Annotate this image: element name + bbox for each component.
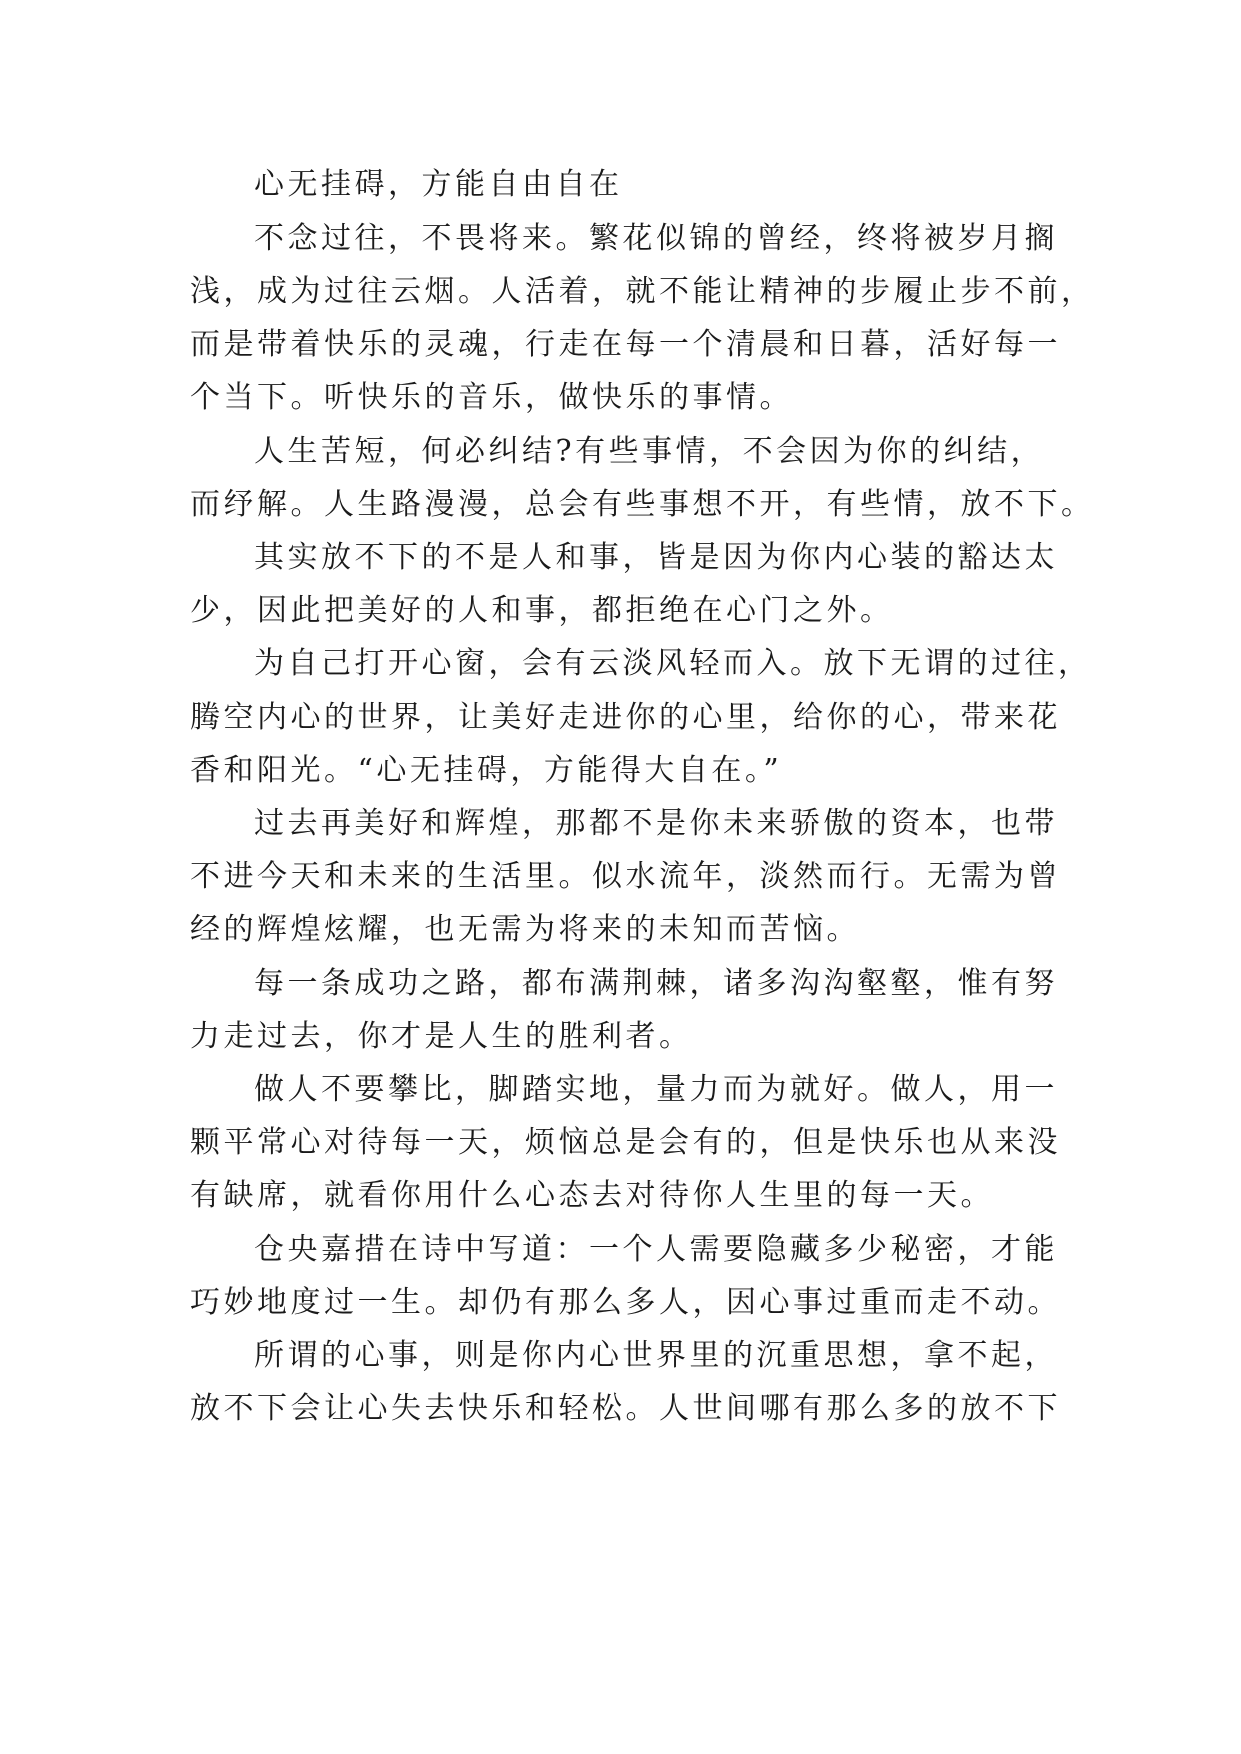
text-line: 做人不要攀比，脚踏实地，量力而为就好。做人，用一 — [254, 1072, 1058, 1107]
text-line: 经的辉煌炫耀，也无需为将来的未知而苦恼。 — [190, 912, 860, 947]
text-line: 过去再美好和辉煌，那都不是你未来骄傲的资本，也带 — [254, 806, 1058, 841]
text-line: 有缺席，就看你用什么心态去对待你人生里的每一天。 — [190, 1178, 994, 1213]
text-line: 其实放不下的不是人和事，皆是因为你内心装的豁达太 — [254, 540, 1058, 575]
text-line: 巧妙地度过一生。却仍有那么多人，因心事过重而走不动。 — [190, 1285, 1061, 1320]
text-line: 为自己打开心窗，会有云淡风轻而入。放下无谓的过往， — [254, 646, 1092, 681]
text-line: 而纾解。人生路漫漫，总会有些事想不开，有些情，放不下。 — [190, 487, 1095, 522]
text-line: 而是带着快乐的灵魂，行走在每一个清晨和日暮，活好每一 — [190, 327, 1061, 362]
text-line: 放不下会让心失去快乐和轻松。人世间哪有那么多的放不下 — [190, 1391, 1061, 1426]
text-line: 香和阳光。“心无挂碍，方能得大自在。” — [190, 753, 783, 788]
text-line: 腾空内心的世界，让美好走进你的心里，给你的心，带来花 — [190, 700, 1061, 735]
text-line: 人生苦短，何必纠结?有些事情，不会因为你的纠结， — [254, 434, 1045, 469]
text-line: 少，因此把美好的人和事，都拒绝在心门之外。 — [190, 593, 894, 628]
document-title: 心无挂碍，方能自由自在 — [254, 167, 623, 202]
text-line: 个当下。听快乐的音乐，做快乐的事情。 — [190, 380, 793, 415]
text-line: 颗平常心对待每一天，烦恼总是会有的，但是快乐也从来没 — [190, 1125, 1061, 1160]
text-line: 仓央嘉措在诗中写道：一个人需要隐藏多少秘密，才能 — [254, 1232, 1058, 1267]
text-line: 不念过往，不畏将来。繁花似锦的曾经，终将被岁月搁 — [254, 221, 1058, 256]
text-line: 力走过去，你才是人生的胜利者。 — [190, 1019, 693, 1054]
text-line: 浅，成为过往云烟。人活着，就不能让精神的步履止步不前， — [190, 274, 1095, 309]
text-line: 所谓的心事，则是你内心世界里的沉重思想，拿不起， — [254, 1338, 1058, 1373]
text-line: 每一条成功之路，都布满荆棘，诸多沟沟壑壑，惟有努 — [254, 966, 1058, 1001]
text-line: 不进今天和未来的生活里。似水流年，淡然而行。无需为曾 — [190, 859, 1061, 894]
